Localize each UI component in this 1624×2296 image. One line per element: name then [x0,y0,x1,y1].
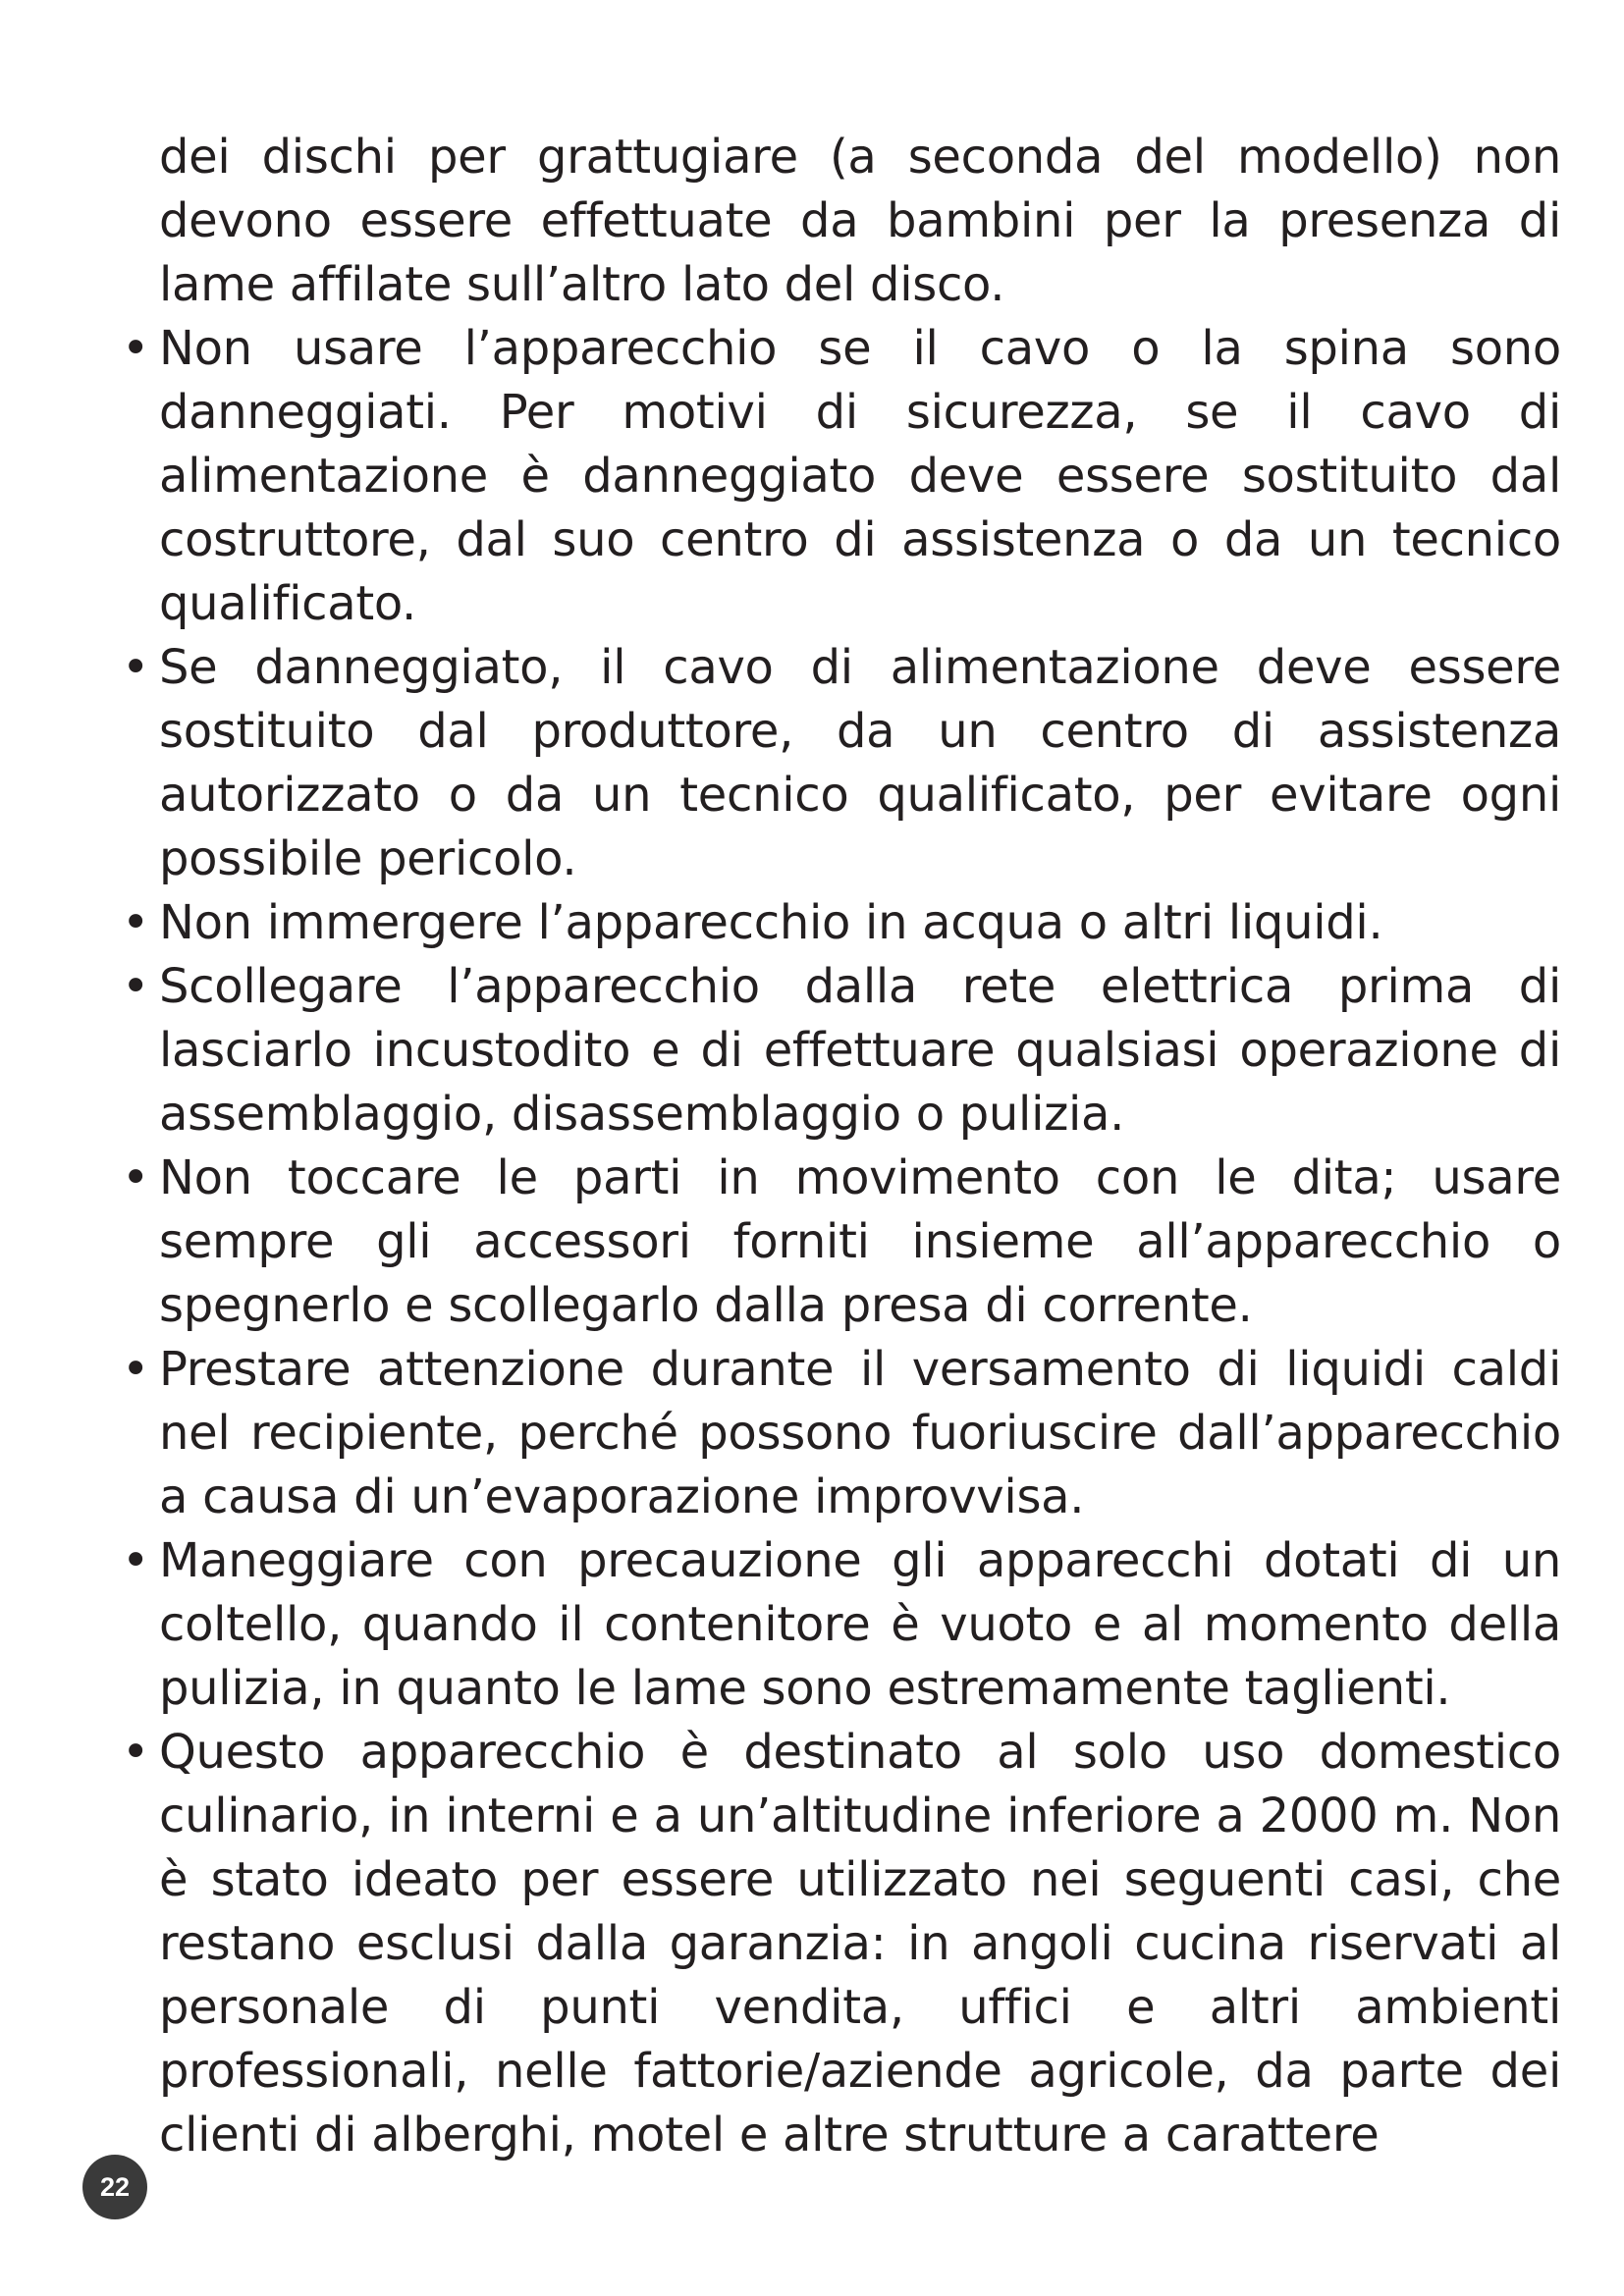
list-item [118,317,1561,636]
list-item-text: Questo apparecchio è destinato al solo uso domestico culinario, in interni e a un’altitudine inferiore a 2000 m. Non è stato ideato per essere utilizzato nei seguenti casi, che restano esclusi dalla garanzia: in angoli cucina riservati al personale di punti vendita, uffici e altri ambienti professionali, nelle fattorie/aziende agricole, da parte dei clienti di alberghi, motel e altre strutture a carattere [159,1725,1561,2163]
page-number-badge: 22 [82,2155,147,2219]
list-item [118,636,1561,891]
list-item-text: Scollegare l’apparecchio dalla rete elettrica prima di lasciarlo incustodito e di effettuare qualsiasi operazione di assemblaggio, disassemblaggio o pulizia. [159,959,1561,1142]
bullet-icon: • [122,895,150,950]
bullet-icon: • [122,640,150,695]
list-item [118,1721,1561,2167]
list-item-text: Non immergere l’apparecchio in acqua o altri liquidi. [159,895,1383,950]
list-item [118,955,1561,1147]
bullet-icon: • [122,1342,150,1397]
list-item-text: Non toccare le parti in movimento con le dita; usare sempre gli accessori forniti insieme all’apparecchio o spegnerlo e scollegarlo dalla presa di corrente. [159,1150,1561,1333]
bullet-icon: • [122,1533,150,1588]
list-item [118,1529,1561,1721]
safety-instructions [118,126,1561,2167]
list-item-text: Non usare l’apparecchio se il cavo o la spina sono danneggiati. Per motivi di sicurezza, se il cavo di alimentazione è danneggiato deve essere sostituito dal costruttore, dal suo centro di assistenza o da un tecnico qualificato. [159,321,1561,631]
list-item-text: Prestare attenzione durante il versamento di liquidi caldi nel recipiente, perché possono fuoriuscire dall’apparecchio a causa di un’evaporazione improvvisa. [159,1342,1561,1524]
bullet-icon: • [122,1150,150,1205]
list-item [118,891,1561,955]
bullet-icon: • [122,1725,150,1780]
list-item [118,1147,1561,1338]
list-item-text: Se danneggiato, il cavo di alimentazione deve essere sostituito dal produttore, da un centro di assistenza autorizzato o da un tecnico qualificato, per evitare ogni possibile pericolo. [159,640,1561,886]
list-item-text: Maneggiare con precauzione gli apparecchi dotati di un coltello, quando il contenitore è vuoto e al momento della pulizia, in quanto le lame sono estremamente taglienti. [159,1533,1561,1716]
continuation-paragraph: dei dischi per grattugiare (a seconda del modello) non devono essere effettuate da bambini per la presenza di lame affilate sull’altro lato del disco. [159,130,1561,312]
bullet-icon: • [122,321,150,376]
bullet-icon: • [122,959,150,1014]
list-item [118,1338,1561,1529]
